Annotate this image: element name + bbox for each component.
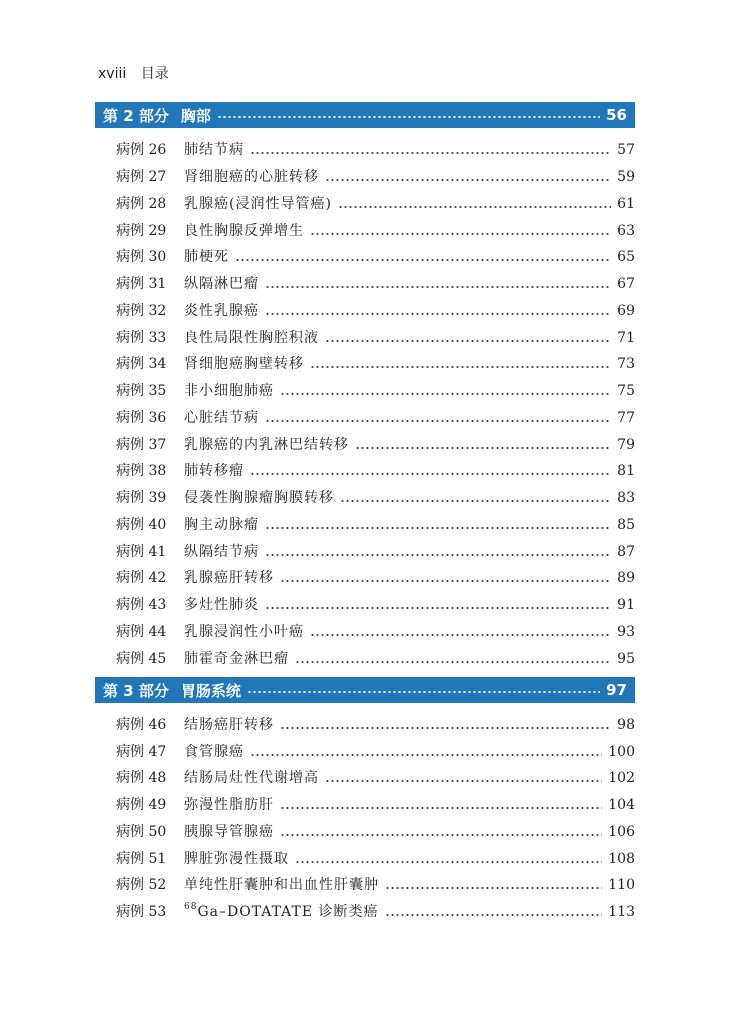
- toc-entry[interactable]: [116, 901, 635, 923]
- entry-page: 83: [617, 490, 635, 506]
- toc-entry[interactable]: [116, 594, 635, 616]
- case-label: 病例 26: [116, 142, 167, 158]
- toc-entry[interactable]: [116, 648, 635, 670]
- leader-dots: [385, 887, 602, 889]
- toc-entry[interactable]: [116, 246, 635, 268]
- case-label: 病例 45: [116, 651, 167, 667]
- leader-dots: [385, 914, 603, 916]
- entry-page: 100: [608, 744, 635, 760]
- entry-title: 胰腺导管腺癌: [184, 824, 274, 840]
- entry-page: 106: [608, 824, 635, 840]
- toc-entry[interactable]: [116, 273, 635, 295]
- case-label: 病例 32: [116, 303, 167, 319]
- toc-entry[interactable]: [116, 487, 635, 509]
- entry-title: 肺霍奇金淋巴瘤: [184, 651, 289, 667]
- entry-title: 食管腺癌: [184, 744, 244, 760]
- entry-page: 73: [617, 356, 635, 372]
- toc-entry[interactable]: [116, 407, 635, 429]
- entry-title: 肾细胞癌的心脏转移: [184, 169, 319, 185]
- leader-dots: [325, 179, 611, 181]
- case-label: 病例 27: [116, 169, 167, 185]
- case-label: 病例 31: [116, 276, 167, 292]
- entry-title: 结肠癌肝转移: [184, 717, 274, 733]
- case-label: 病例 41: [116, 544, 167, 560]
- entry-title: 结肠局灶性代谢增高: [184, 770, 319, 786]
- entry-page: 65: [617, 249, 635, 265]
- page-number: xviii: [98, 66, 127, 82]
- case-label: 病例 48: [116, 770, 167, 786]
- case-label: 病例 33: [116, 330, 167, 346]
- entry-title: 肺梗死: [184, 249, 229, 265]
- toc-entry[interactable]: [116, 541, 635, 563]
- part-page: 97: [606, 681, 627, 699]
- case-label: 病例 51: [116, 851, 167, 867]
- entry-page: 63: [617, 223, 635, 239]
- part-bar[interactable]: [95, 677, 635, 703]
- case-label: 病例 47: [116, 744, 167, 760]
- entry-title: 乳腺癌肝转移: [184, 570, 274, 586]
- entry-page: 85: [617, 517, 635, 533]
- toc-entry[interactable]: [116, 139, 635, 161]
- entry-title: 乳腺癌(浸润性导管癌): [184, 196, 332, 212]
- entry-title: 乳腺浸润性小叶癌: [184, 624, 304, 640]
- case-label: 病例 36: [116, 410, 167, 426]
- entry-page: 93: [617, 624, 635, 640]
- leader-dots: [265, 607, 611, 609]
- leader-dots: [310, 366, 611, 368]
- leader-dots: [265, 554, 611, 556]
- leader-dots: [235, 259, 611, 261]
- leader-dots: [280, 580, 611, 582]
- leader-dots: [217, 116, 600, 118]
- case-label: 病例 50: [116, 824, 167, 840]
- entry-page: 79: [617, 437, 635, 453]
- case-label: 病例 52: [116, 877, 167, 893]
- entry-page: 110: [608, 877, 635, 893]
- part-number: 第 3 部分: [103, 681, 169, 700]
- toc-entry[interactable]: [116, 567, 635, 589]
- entry-page: 87: [617, 544, 635, 560]
- entry-page: 69: [617, 303, 635, 319]
- leader-dots: [310, 634, 611, 636]
- entry-title: [184, 901, 379, 921]
- leader-dots: [247, 691, 600, 693]
- entry-title: 纵隔结节病: [184, 544, 259, 560]
- entry-page: 59: [617, 169, 635, 185]
- entry-title: 弥漫性脂肪肝: [184, 797, 274, 813]
- toc-entry[interactable]: [116, 621, 635, 643]
- entry-title: 非小细胞肺癌: [184, 383, 274, 399]
- toc-entry[interactable]: [116, 874, 635, 896]
- isotope-superscript: 68: [184, 902, 198, 913]
- leader-dots: [340, 500, 611, 502]
- toc-entry[interactable]: [116, 380, 635, 402]
- case-label: 病例 49: [116, 797, 167, 813]
- entry-page: 67: [617, 276, 635, 292]
- entry-page: 61: [617, 196, 635, 212]
- entry-page: 95: [617, 651, 635, 667]
- entry-title: 乳腺癌的内乳淋巴结转移: [184, 437, 349, 453]
- leader-dots: [280, 393, 611, 395]
- case-label: 病例 44: [116, 624, 167, 640]
- entry-page: 71: [617, 330, 635, 346]
- case-label: 病例 37: [116, 437, 167, 453]
- toc-entry[interactable]: [116, 514, 635, 536]
- entry-title: 良性胸腺反弹增生: [184, 223, 304, 239]
- entry-title: 肾细胞癌胸壁转移: [184, 356, 304, 372]
- leader-dots: [265, 420, 611, 422]
- entry-title: 纵隔淋巴瘤: [184, 276, 259, 292]
- entry-page: 98: [617, 717, 635, 733]
- entry-page: 77: [617, 410, 635, 426]
- leader-dots: [280, 727, 611, 729]
- part-number: 第 2 部分: [103, 106, 169, 125]
- entry-page: 75: [617, 383, 635, 399]
- toc-entry[interactable]: [116, 434, 635, 456]
- entry-title: 胸主动脉瘤: [184, 517, 259, 533]
- part-title: 胸部: [180, 106, 211, 125]
- case-label: 病例 43: [116, 597, 167, 613]
- entry-page: 89: [617, 570, 635, 586]
- leader-dots: [295, 861, 602, 863]
- entry-title: 肺结节病: [184, 142, 244, 158]
- leader-dots: [280, 834, 602, 836]
- entry-title: 单纯性肝囊肿和出血性肝囊肿: [184, 877, 379, 893]
- entry-page: 102: [608, 770, 635, 786]
- toc-entry[interactable]: [116, 220, 635, 242]
- leader-dots: [355, 447, 611, 449]
- entry-title: 良性局限性胸腔积液: [184, 330, 319, 346]
- toc-entry[interactable]: [116, 327, 635, 349]
- leader-dots: [265, 286, 611, 288]
- entry-page: 104: [608, 797, 635, 813]
- entry-title: 多灶性肺炎: [184, 597, 259, 613]
- toc-entry[interactable]: [116, 193, 635, 215]
- part-title: 胃肠系统: [180, 681, 241, 700]
- entry-title: 脾脏弥漫性摄取: [184, 851, 289, 867]
- entry-page: 113: [608, 904, 635, 920]
- leader-dots: [325, 780, 602, 782]
- case-label: 病例 46: [116, 717, 167, 733]
- entry-title: 肺转移瘤: [184, 463, 244, 479]
- leader-dots: [338, 206, 611, 208]
- page-header: [98, 63, 169, 83]
- toc-entry[interactable]: [116, 460, 635, 482]
- toc-entry[interactable]: [116, 848, 635, 870]
- toc-entry[interactable]: [116, 821, 635, 843]
- case-label: 病例 28: [116, 196, 167, 212]
- toc-entry[interactable]: [116, 794, 635, 816]
- leader-dots: [325, 340, 611, 342]
- leader-dots: [250, 152, 611, 154]
- case-label: 病例 39: [116, 490, 167, 506]
- part-bar[interactable]: [95, 102, 635, 128]
- leader-dots: [295, 661, 611, 663]
- case-label: 病例 38: [116, 463, 167, 479]
- case-label: 病例 42: [116, 570, 167, 586]
- toc-entry[interactable]: [116, 767, 635, 789]
- toc-entry[interactable]: [116, 300, 635, 322]
- toc-entry[interactable]: [116, 353, 635, 375]
- entry-page: 91: [617, 597, 635, 613]
- case-label: 病例 53: [116, 904, 167, 920]
- header-label: 目录: [140, 66, 169, 82]
- case-label: 病例 35: [116, 383, 167, 399]
- entry-title: 侵袭性胸腺瘤胸膜转移: [184, 490, 334, 506]
- leader-dots: [280, 807, 602, 809]
- leader-dots: [250, 754, 602, 756]
- leader-dots: [310, 233, 611, 235]
- leader-dots: [265, 313, 611, 315]
- part-page: 56: [606, 106, 627, 124]
- entry-title: 心脏结节病: [184, 410, 259, 426]
- toc-entry[interactable]: [116, 714, 635, 736]
- entry-title: 炎性乳腺癌: [184, 303, 259, 319]
- entry-page: 108: [608, 851, 635, 867]
- case-label: 病例 40: [116, 517, 167, 533]
- toc-entry[interactable]: [116, 741, 635, 763]
- entry-page: 81: [617, 463, 635, 479]
- entry-page: 57: [617, 142, 635, 158]
- leader-dots: [265, 527, 611, 529]
- leader-dots: [250, 473, 611, 475]
- entry-title-text: Ga–DOTATATE 诊断类癌: [197, 904, 379, 920]
- toc-entry[interactable]: [116, 166, 635, 188]
- case-label: 病例 30: [116, 249, 167, 265]
- case-label: 病例 29: [116, 223, 167, 239]
- case-label: 病例 34: [116, 356, 167, 372]
